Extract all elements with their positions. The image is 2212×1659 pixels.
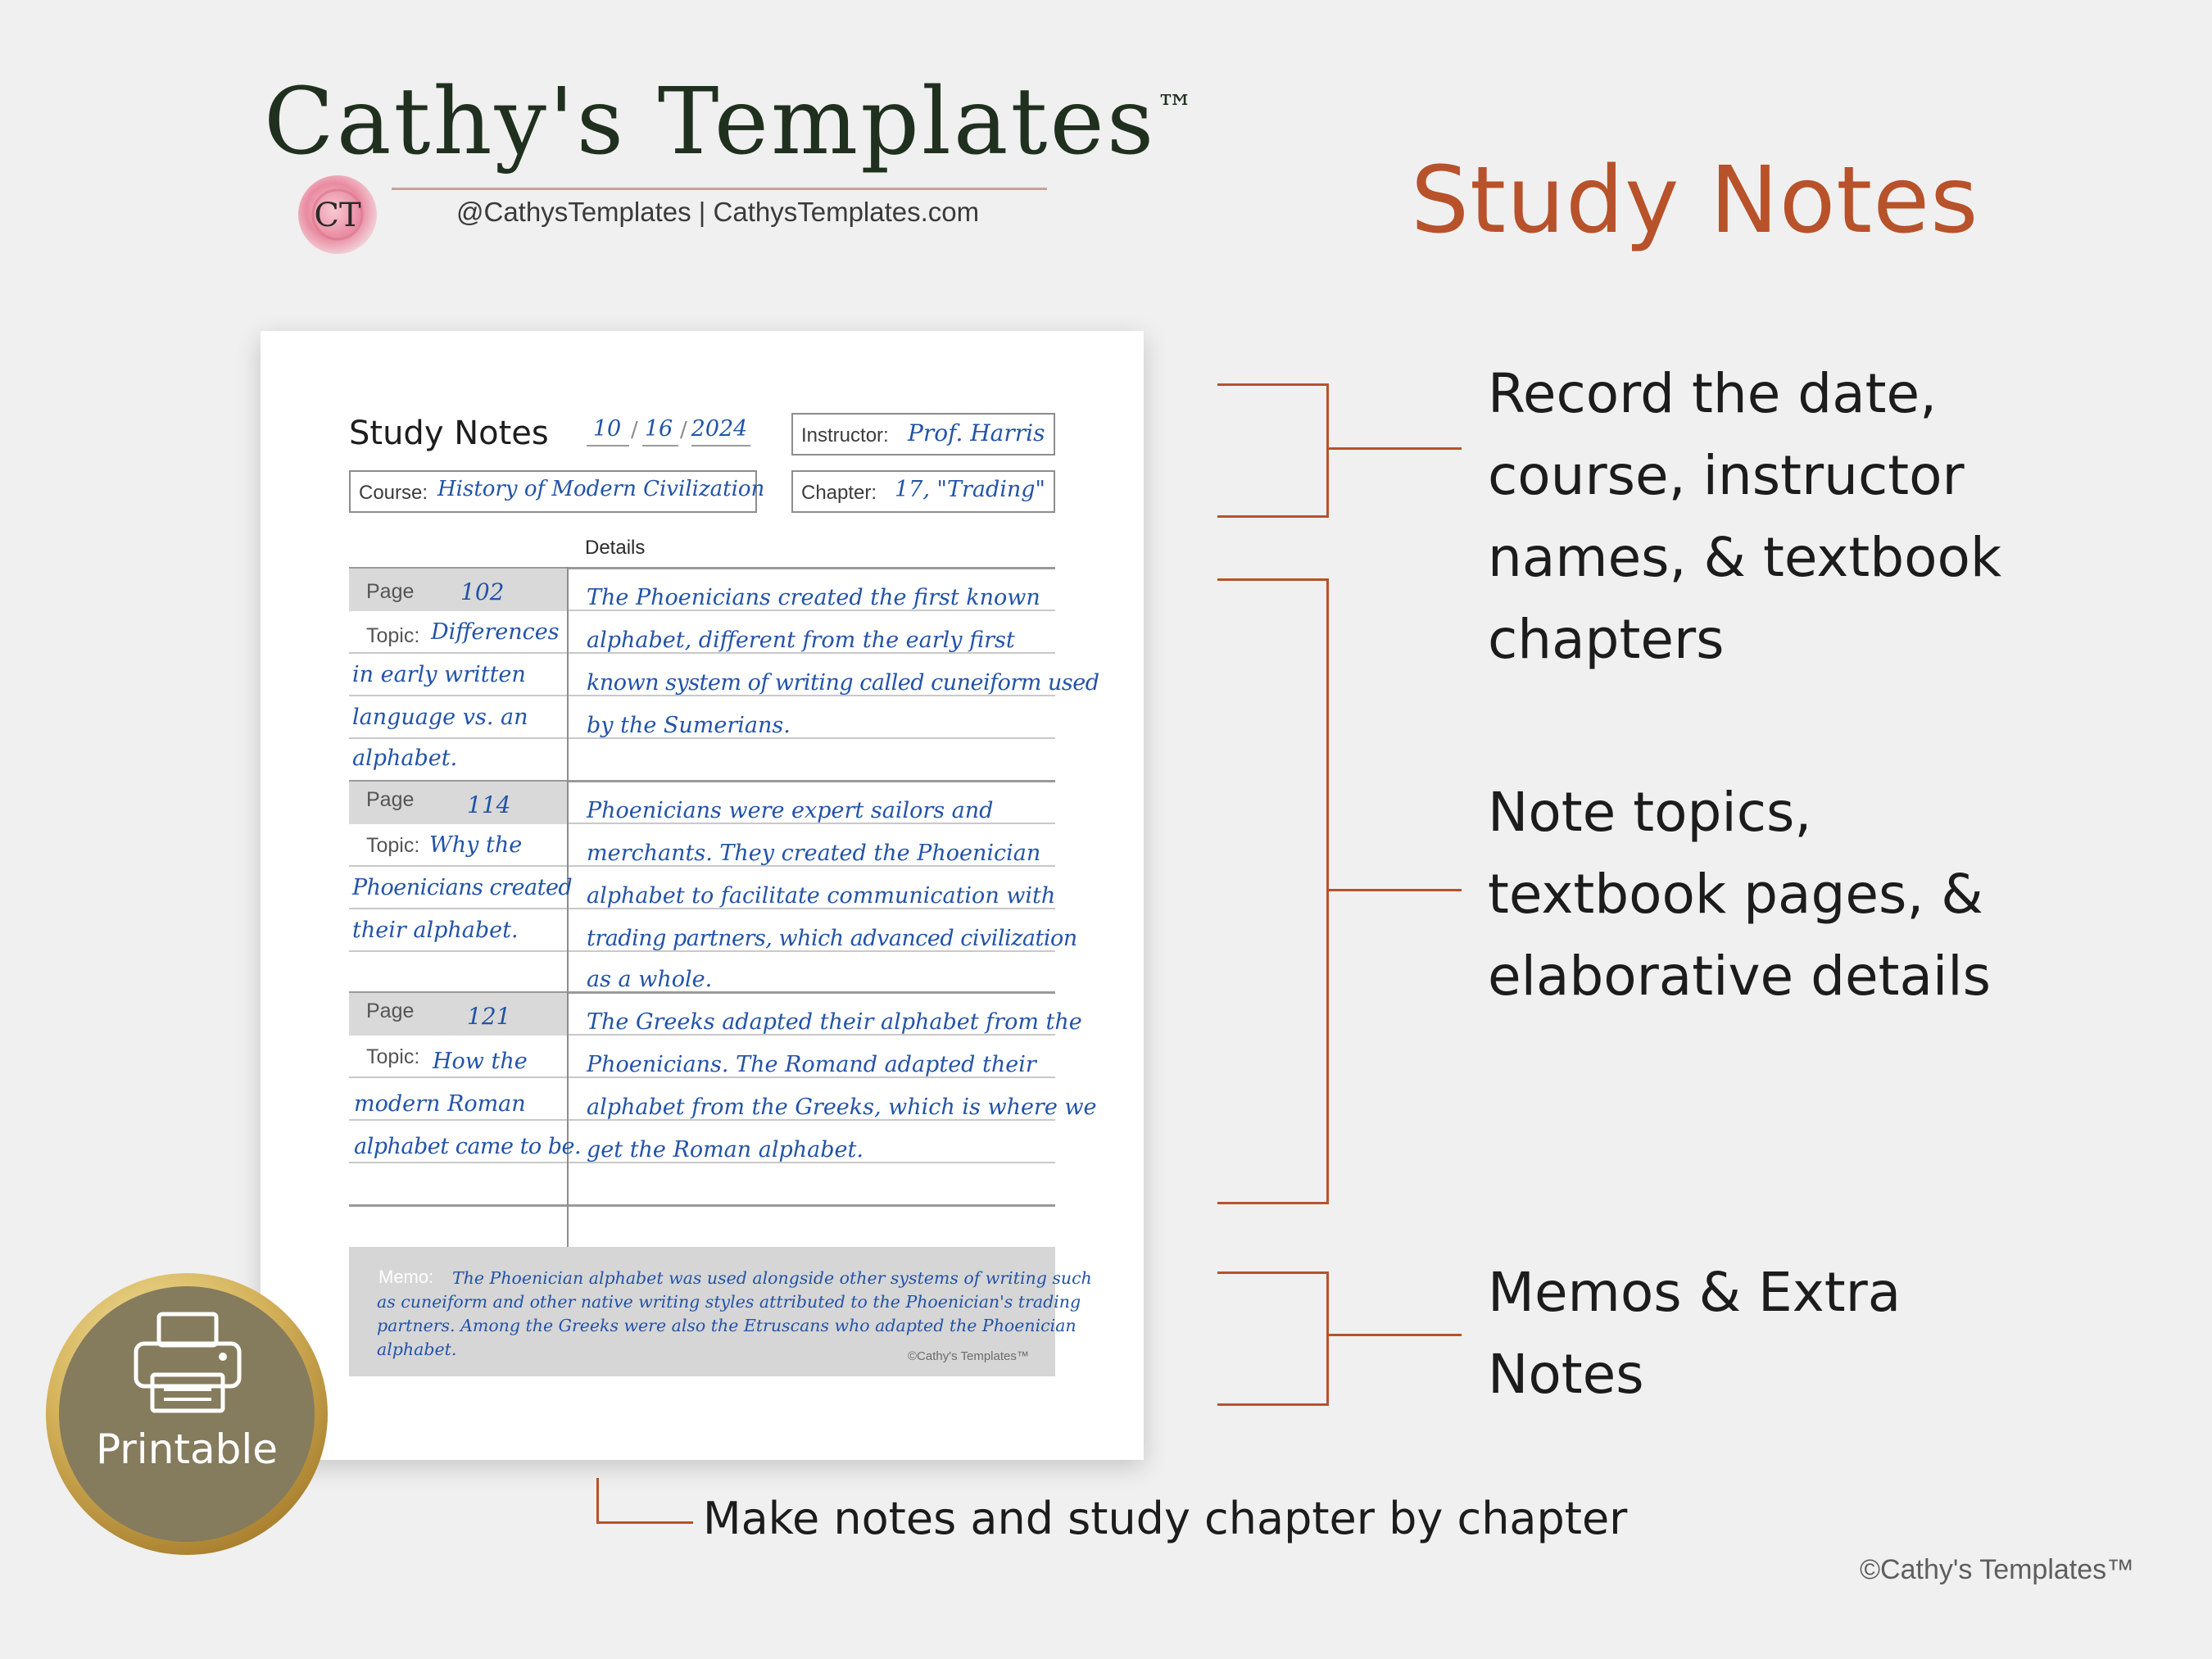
- callout-connector: [1329, 447, 1462, 450]
- detail-line: by the Sumerians.: [587, 713, 791, 738]
- detail-line: as a whole.: [587, 967, 713, 992]
- brand-logo: [298, 175, 377, 254]
- date-separator: /: [680, 418, 687, 442]
- page-label: Page: [366, 580, 415, 603]
- brand-rule: [392, 188, 1047, 190]
- details-header: Details: [585, 537, 646, 559]
- callout-header-line: names, & textbook: [1488, 526, 2002, 589]
- caption-connector: [596, 1478, 693, 1524]
- svg-text:CT: CT: [314, 197, 361, 234]
- topic-line: their alphabet.: [352, 918, 519, 943]
- bottom-caption: Make notes and study chapter by chapter: [703, 1493, 1628, 1544]
- printable-label: Printable: [95, 1426, 279, 1473]
- footer-copyright: ©Cathy's Templates™: [1860, 1554, 2135, 1585]
- callout-header-line: chapters: [1488, 608, 1725, 671]
- instructor-label: Instructor:: [801, 424, 889, 446]
- memo-line: partners. Among the Greeks were also the Etruscans who adapted the Phoenician: [377, 1316, 1077, 1335]
- date-separator: /: [631, 418, 638, 442]
- callout-memo-line: Memos & Extra: [1488, 1261, 1902, 1324]
- chapter-label: Chapter:: [801, 482, 877, 504]
- callout-notes-line: textbook pages, &: [1488, 863, 1983, 926]
- topic-line: alphabet.: [352, 746, 458, 771]
- course-label: Course:: [359, 482, 428, 504]
- detail-line: The Greeks adapted their alphabet from the: [587, 1009, 1082, 1035]
- date-month-line: [587, 445, 629, 446]
- memo-line: alphabet.: [377, 1339, 457, 1359]
- topic-line: in early written: [352, 662, 526, 687]
- detail-line: alphabet to facilitate communication with: [587, 883, 1056, 909]
- detail-line: trading partners, which advanced civilization: [587, 926, 1077, 951]
- brand-title: Cathy's Templates™: [264, 69, 1197, 175]
- date-year: 2024: [691, 416, 748, 442]
- chapter-value: 17, "Trading": [895, 477, 1045, 502]
- topic-line: Why the: [429, 832, 523, 858]
- detail-line: Phoenicians. The Romand adapted their: [587, 1052, 1036, 1077]
- callout-notes-line: elaborative details: [1488, 945, 1991, 1008]
- topic-label: Topic:: [366, 834, 420, 857]
- topic-line: language vs. an: [352, 705, 528, 730]
- instructor-value: Prof. Harris: [908, 419, 1045, 446]
- callout-bracket-header: [1217, 383, 1329, 518]
- callout-connector: [1329, 889, 1462, 891]
- page-label: Page: [366, 788, 415, 811]
- detail-line: Phoenicians were expert sailors and: [587, 798, 994, 823]
- memo-line: as cuneiform and other native writing styles attributed to the Phoenician's trading: [377, 1292, 1081, 1312]
- memo-line: The Phoenician alphabet was used alongside other systems of writing such: [452, 1268, 1092, 1288]
- topic-label: Topic:: [366, 624, 420, 647]
- date-year-line: [691, 445, 750, 446]
- detail-line: known system of writing called cuneiform used: [587, 670, 1099, 696]
- date-day: 16: [644, 416, 673, 442]
- memo-copyright: ©Cathy's Templates™: [908, 1349, 1029, 1363]
- callout-memo-line: Notes: [1488, 1343, 1644, 1406]
- hero-title: Study Notes: [1411, 147, 1979, 254]
- brand-handle: @CathysTemplates | CathysTemplates.com: [456, 197, 980, 227]
- brand-logo-monogram: [298, 175, 377, 254]
- callout-notes-line: Note topics,: [1488, 781, 1812, 844]
- callout-connector: [1329, 1334, 1462, 1336]
- callout-header-line: Record the date,: [1488, 362, 1938, 425]
- topic-line: How the: [433, 1049, 528, 1074]
- callout-bracket-notes: [1217, 578, 1329, 1204]
- page-number: 102: [460, 578, 505, 605]
- topic-line: modern Roman: [354, 1091, 526, 1117]
- topic-label: Topic:: [366, 1045, 420, 1068]
- callout-bracket-memo: [1217, 1271, 1329, 1406]
- callout-header-line: course, instructor: [1488, 444, 1965, 507]
- memo-label: Memo:: [378, 1267, 434, 1287]
- page-label: Page: [366, 999, 415, 1022]
- detail-line: alphabet, different from the early first: [587, 628, 1015, 653]
- page-number: 121: [467, 1003, 511, 1030]
- detail-line: merchants. They created the Phoenician: [587, 841, 1041, 866]
- detail-line: alphabet from the Greeks, which is where we: [587, 1095, 1097, 1120]
- course-value: History of Modern Civilization: [437, 477, 765, 501]
- topic-line: alphabet came to be.: [354, 1134, 582, 1159]
- page-number: 114: [467, 791, 511, 818]
- detail-line: The Phoenicians created the first known: [587, 585, 1040, 610]
- row-divider: [349, 1204, 1055, 1207]
- doc-title: Study Notes: [349, 415, 549, 452]
- topic-line: Phoenicians created: [352, 875, 573, 900]
- detail-line: get the Roman alphabet.: [587, 1137, 863, 1163]
- topic-line: Differences: [431, 619, 560, 645]
- printer-icon: [131, 1309, 244, 1419]
- date-month: 10: [592, 416, 622, 442]
- date-day-line: [642, 445, 678, 446]
